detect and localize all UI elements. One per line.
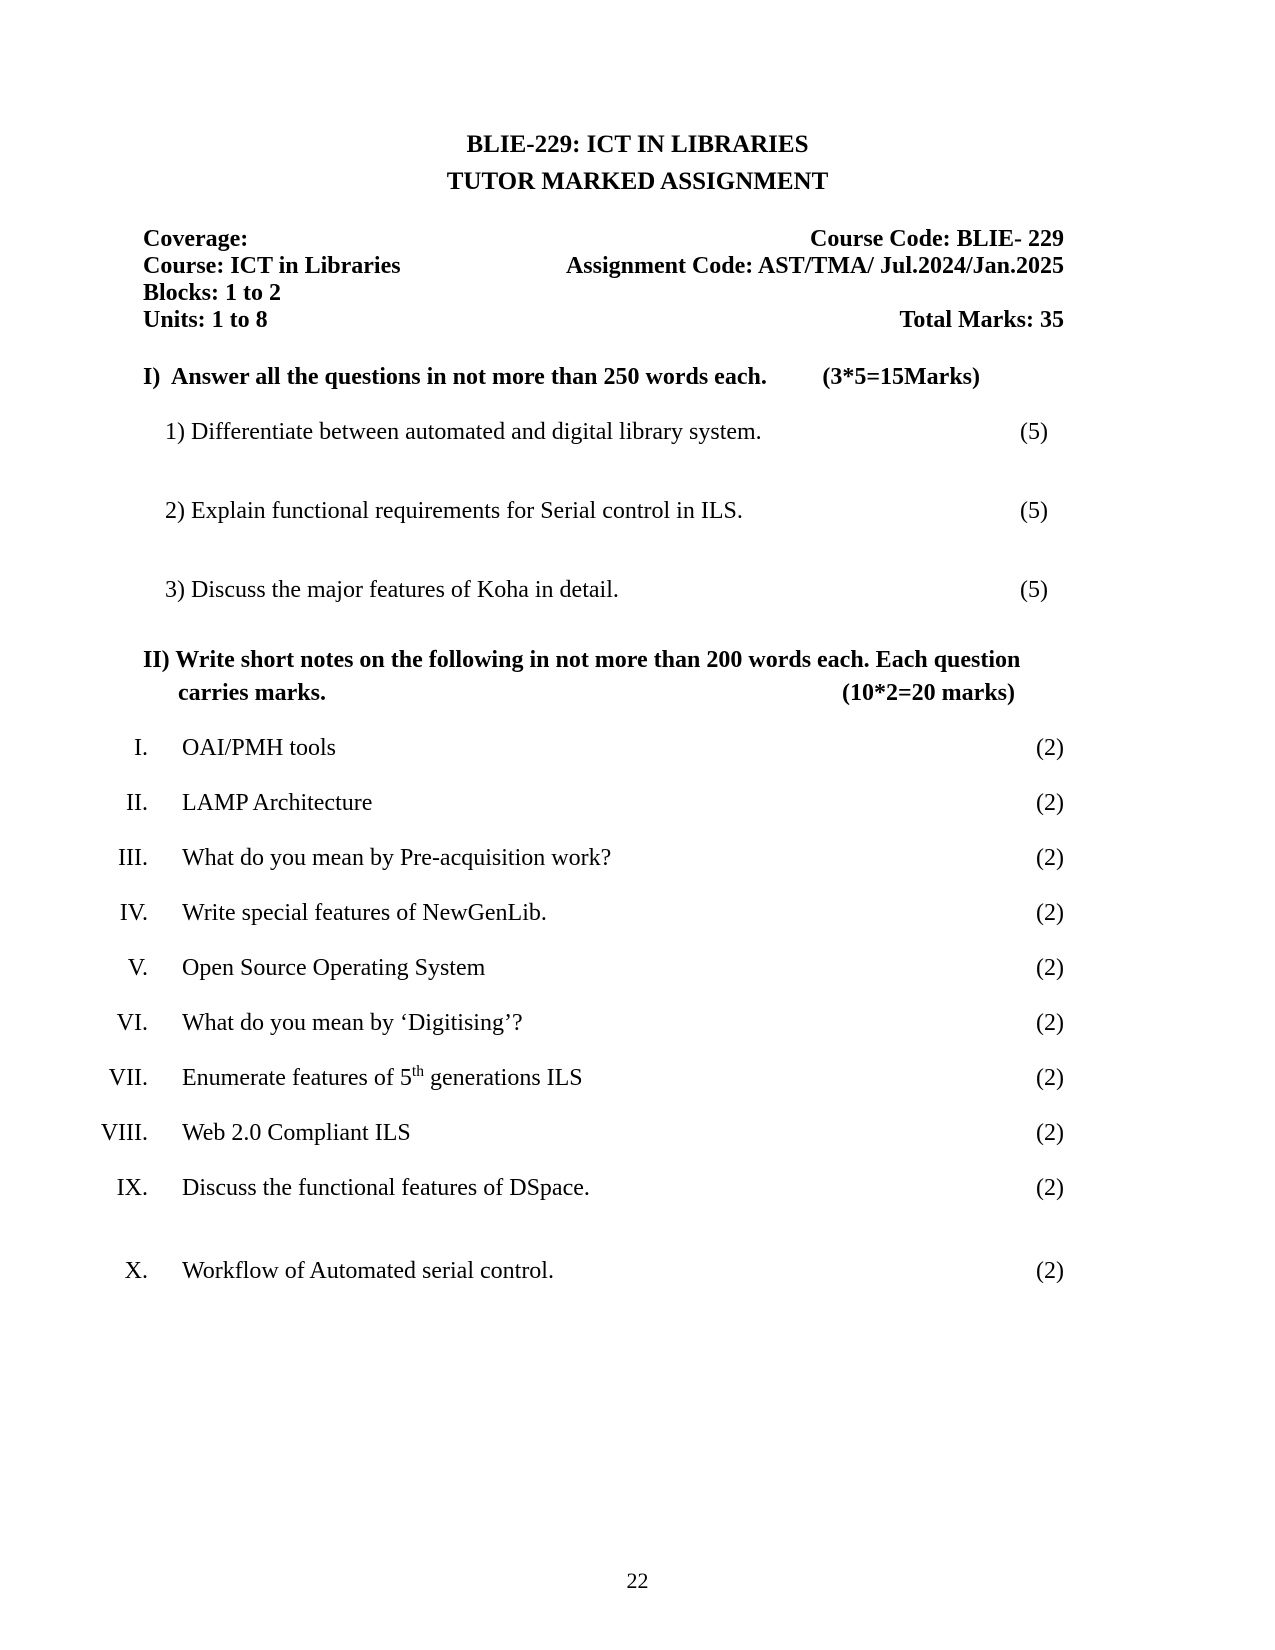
- blocks-coverage: Blocks: 1 to 2: [143, 280, 281, 306]
- list-item: [88, 1064, 1064, 1092]
- section2-heading-line2-text: carries marks.: [178, 680, 326, 706]
- list-item: [88, 1257, 1064, 1285]
- list-item: [88, 1119, 1064, 1147]
- item-marks: (2): [1036, 955, 1064, 981]
- total-marks: Total Marks: 35: [899, 307, 1064, 333]
- question-2: [0, 498, 1275, 525]
- section1-heading: [0, 364, 1275, 391]
- item-text: Web 2.0 Compliant ILS: [182, 1120, 411, 1146]
- course-name: Course: ICT in Libraries: [143, 253, 401, 279]
- item-numeral: X.: [124, 1258, 148, 1284]
- item-marks: (2): [1036, 900, 1064, 926]
- meta-row-3: [143, 280, 1064, 307]
- list-item: [88, 734, 1064, 762]
- question-1: [0, 419, 1275, 446]
- question-1-text: 1) Differentiate between automated and digital library system.: [165, 419, 762, 445]
- item-marks: (2): [1036, 1065, 1064, 1091]
- course-code: Course Code: BLIE- 229: [809, 226, 1064, 252]
- item-text-post: generations ILS: [424, 1065, 583, 1091]
- item-text: Discuss the functional features of DSpace.: [182, 1175, 590, 1201]
- item-numeral: III.: [118, 845, 148, 871]
- item-text: What do you mean by ‘Digitising’?: [182, 1010, 523, 1036]
- meta-block: [0, 226, 1275, 334]
- assignment-title: TUTOR MARKED ASSIGNMENT: [446, 168, 829, 195]
- question-2-text: 2) Explain functional requirements for Serial control in ILS.: [165, 498, 743, 524]
- list-item: [88, 1009, 1064, 1037]
- list-item: [88, 789, 1064, 817]
- item-text: OAI/PMH tools: [182, 735, 337, 761]
- item-numeral: IX.: [116, 1175, 148, 1201]
- item-text: Workflow of Automated serial control.: [182, 1258, 554, 1284]
- item-numeral: II.: [126, 790, 148, 816]
- item-marks: (2): [1036, 1175, 1064, 1201]
- item-marks: (2): [1036, 1120, 1064, 1146]
- question-3-marks: (5): [1020, 577, 1048, 603]
- question-3-text: 3) Discuss the major features of Koha in detail.: [165, 577, 619, 603]
- units-coverage: Units: 1 to 8: [143, 307, 268, 333]
- section2-heading: [0, 644, 1275, 710]
- item-numeral: V.: [127, 955, 148, 981]
- item-numeral: VIII.: [100, 1120, 148, 1146]
- list-item: [88, 844, 1064, 872]
- item-text: Write special features of NewGenLib.: [182, 900, 547, 926]
- course-title: BLIE-229: ICT IN LIBRARIES: [466, 131, 809, 158]
- item-marks: (2): [1036, 1258, 1064, 1284]
- item-marks: (2): [1036, 790, 1064, 816]
- item-numeral: VII.: [108, 1065, 148, 1091]
- item-text: [148, 1064, 1036, 1092]
- question-1-marks: (5): [1020, 419, 1048, 445]
- title-block: [0, 0, 1275, 200]
- assignment-code: Assignment Code: AST/TMA/ Jul.2024/Jan.2025: [565, 253, 1064, 279]
- item-marks: (2): [1036, 845, 1064, 871]
- item-text: LAMP Architecture: [182, 790, 373, 816]
- item-numeral: IV.: [119, 900, 148, 926]
- list-item: [88, 1174, 1064, 1202]
- short-notes-list: [0, 734, 1275, 1285]
- item-numeral: VI.: [116, 1010, 148, 1036]
- section2-heading-line2: [0, 677, 1275, 710]
- list-item: [88, 899, 1064, 927]
- question-2-marks: (5): [1020, 498, 1048, 524]
- item-text-superscript: th: [411, 1063, 425, 1080]
- item-text-pre: Enumerate features of 5: [182, 1065, 412, 1091]
- page-number: 22: [626, 1568, 649, 1593]
- list-item: [88, 954, 1064, 982]
- item-marks: (2): [1036, 1010, 1064, 1036]
- section1-marks: (3*5=15Marks): [822, 364, 980, 390]
- item-marks: (2): [1036, 735, 1064, 761]
- section2-marks: (10*2=20 marks): [842, 680, 1015, 706]
- coverage-label: Coverage:: [143, 226, 249, 252]
- question-3: [0, 577, 1275, 604]
- section1-heading-text: I) Answer all the questions in not more than 250 words each.: [143, 364, 767, 390]
- item-text: What do you mean by Pre-acquisition work?: [182, 845, 612, 871]
- meta-row-4: [143, 307, 1064, 334]
- section2-heading-line1: II) Write short notes on the following in not more than 200 words each. Each question: [143, 647, 1021, 673]
- meta-row-2: [143, 253, 1064, 280]
- item-text: Open Source Operating System: [182, 955, 486, 981]
- item-numeral: I.: [134, 735, 148, 761]
- meta-row-1: [143, 226, 1064, 253]
